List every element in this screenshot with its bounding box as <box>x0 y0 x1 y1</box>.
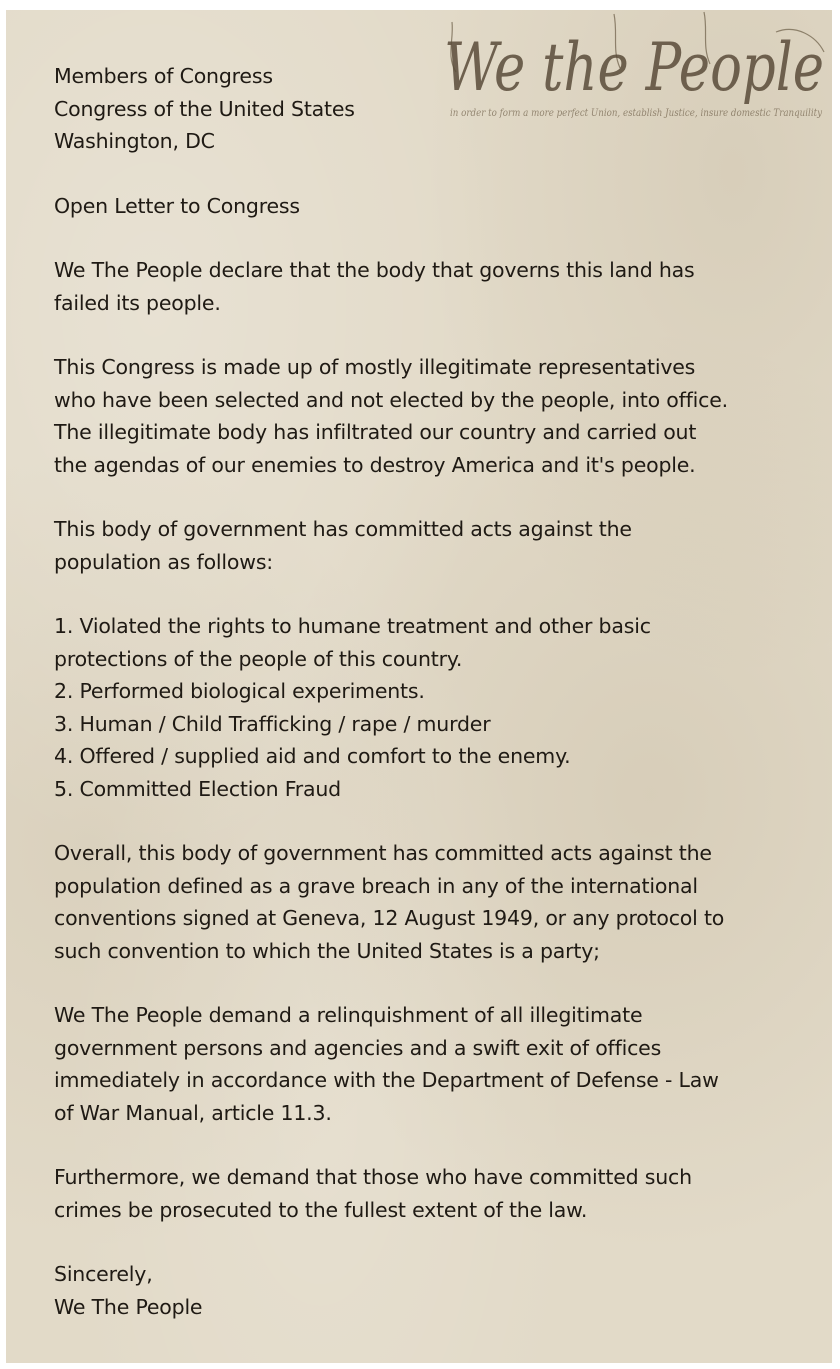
address-line: Washington, DC <box>54 129 215 153</box>
list-item: 5. Committed Election Fraud <box>54 776 341 801</box>
paragraph-line: immediately in accordance with the Department of Defense - Law <box>54 1068 719 1092</box>
closing-signature: We The People <box>54 1294 203 1319</box>
paragraph-line: Overall, this body of government has committed acts against the <box>54 841 712 865</box>
paragraph-line: failed its people. <box>54 290 221 315</box>
address-line: Members of Congress <box>54 64 273 88</box>
paragraph-line: We The People declare that the body that governs this land has <box>54 258 695 282</box>
list-item: 3. Human / Child Trafficking / rape / murder <box>54 711 491 736</box>
paragraph-illegitimate <box>54 351 824 481</box>
logo-title: We the People <box>444 29 824 106</box>
recipient-address <box>54 60 824 158</box>
paragraph-declaration <box>54 254 824 319</box>
paragraph-line: the agendas of our enemies to destroy America and it's people. <box>54 452 696 477</box>
paragraph-geneva <box>54 837 824 967</box>
paragraph-line: This Congress is made up of mostly illegitimate representatives <box>54 355 696 379</box>
closing-salutation: Sincerely, <box>54 1262 153 1286</box>
paragraph-acts-intro <box>54 513 824 578</box>
paragraph-line: population defined as a grave breach in any of the international <box>54 873 698 898</box>
letter-closing <box>54 1258 824 1323</box>
list-item: 1. Violated the rights to humane treatment and other basic <box>54 614 651 638</box>
paragraph-prosecution <box>54 1161 824 1226</box>
list-item: protections of the people of this country. <box>54 646 463 671</box>
paragraph-line: who have been selected and not elected by the people, into office. <box>54 387 728 412</box>
paragraph-line: conventions signed at Geneva, 12 August 1949, or any protocol to <box>54 906 725 930</box>
paragraph-line: crimes be prosecuted to the fullest extent of the law. <box>54 1197 588 1222</box>
logo-subtext: in order to form a more perfect Union, establish Justice, insure domestic Tranquility <box>450 108 823 119</box>
address-line: Congress of the United States <box>54 96 355 121</box>
letter-body <box>54 60 824 1323</box>
paragraph-line: such convention to which the United States is a party; <box>54 938 600 963</box>
paragraph-line: population as follows: <box>54 549 274 574</box>
paragraph-line: of War Manual, article 11.3. <box>54 1100 332 1125</box>
paragraph-line: Furthermore, we demand that those who have committed such <box>54 1165 692 1189</box>
subject-line: Open Letter to Congress <box>54 193 300 218</box>
paragraph-line: government persons and agencies and a swift exit of offices <box>54 1035 662 1060</box>
paragraph-line: This body of government has committed acts against the <box>54 517 632 541</box>
list-item: 2. Performed biological experiments. <box>54 679 425 703</box>
paragraph-line: The illegitimate body has infiltrated our country and carried out <box>54 420 697 444</box>
paragraph-demand <box>54 999 824 1129</box>
list-item: 4. Offered / supplied aid and comfort to the enemy. <box>54 744 571 768</box>
letter-page <box>6 10 832 1363</box>
paragraph-line: We The People demand a relinquishment of all illegitimate <box>54 1003 643 1027</box>
letter-subject <box>54 190 824 223</box>
acts-list <box>54 610 824 805</box>
